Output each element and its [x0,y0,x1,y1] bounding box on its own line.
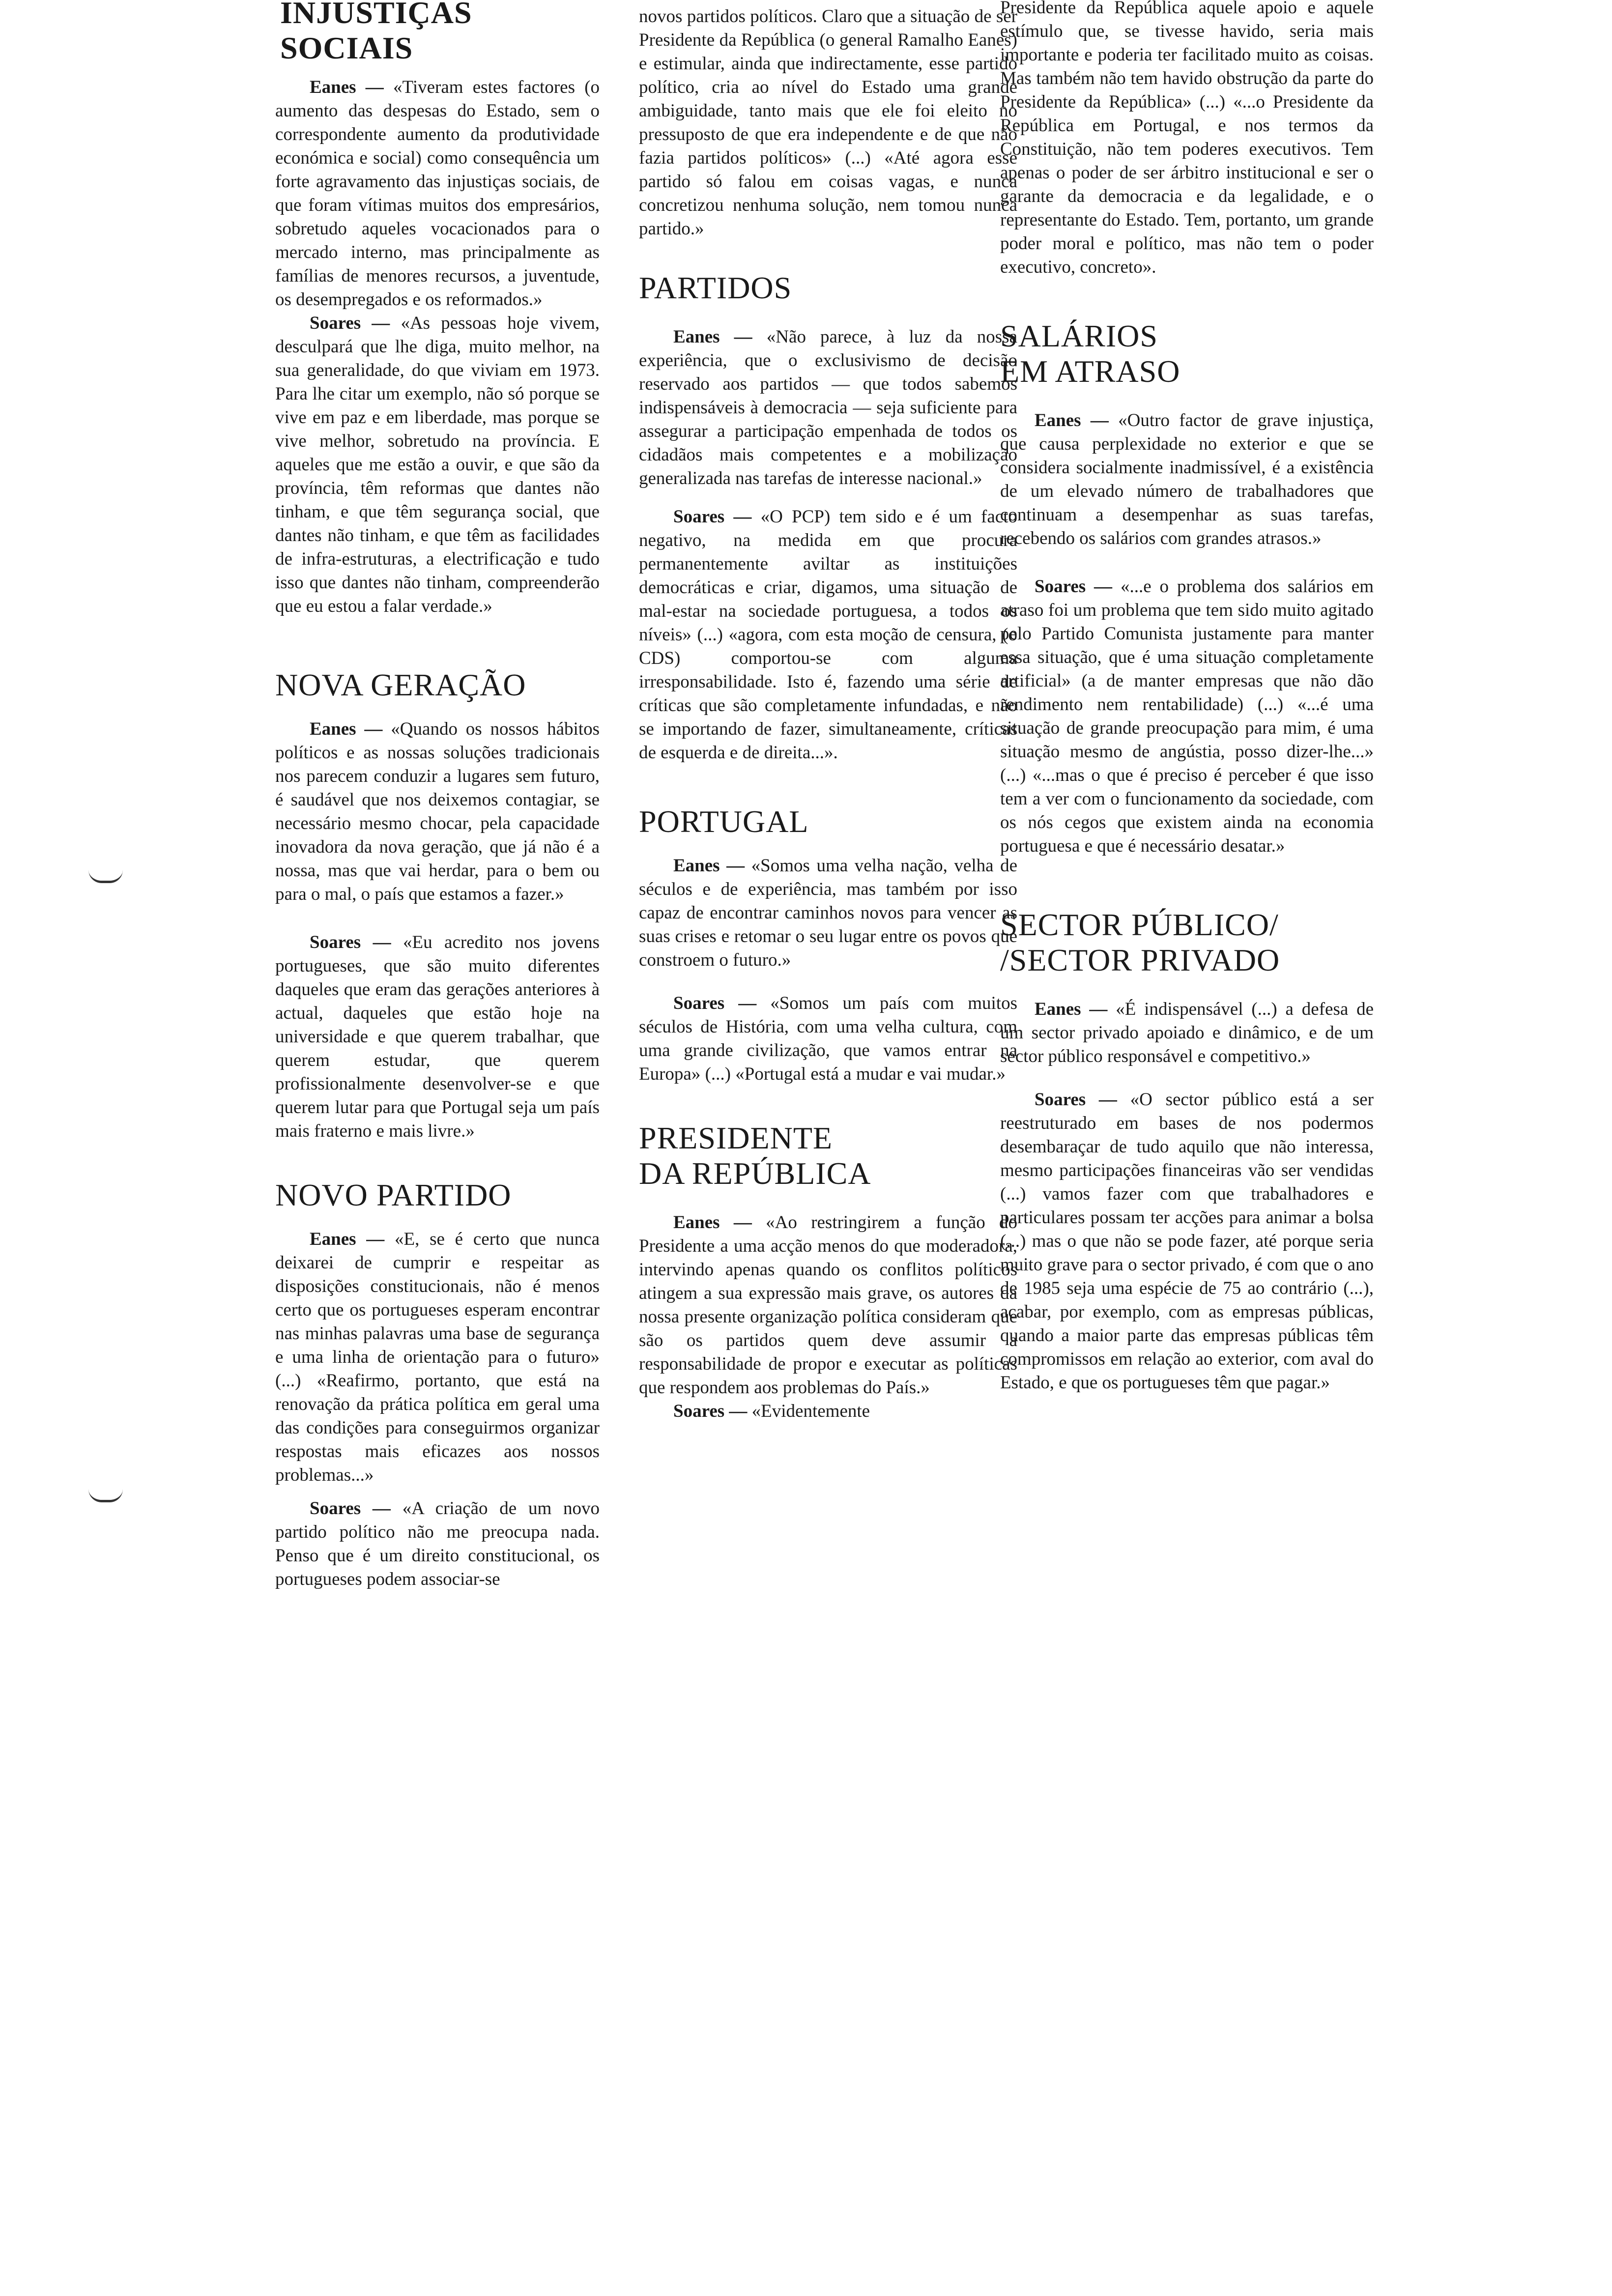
paragraph-eanes [275,718,600,906]
column-1 [275,0,600,1591]
paragraph-text: «É indispensável (...) a defesa de um sector privado apoiado e dinâmico, e de um sector público responsável e competitivo.» [1000,999,1374,1066]
paragraph-soares [275,1497,600,1591]
paragraph-eanes [639,1211,1017,1400]
speaker-label: Eanes — [1035,999,1116,1019]
heading-partidos: PARTIDOS [639,270,792,305]
speaker-label: Eanes — [673,856,751,876]
column-3 [1000,0,1374,1395]
speaker-label: Eanes — [673,327,767,347]
paragraph-eanes [639,854,1017,972]
paragraph-text: «Quando os nossos hábitos políticos e as nossas soluções tradicionais nos parecem conduzir a lugares sem futuro, é saudável que nos deixemos contagiar, se necessário mesmo chocar, pela capacidade inovadora da nova geração, que já não é a nossa, mas que vai herdar, para o bem ou para o mal, o país que estamos a fazer.» [275,719,600,904]
speaker-label: Eanes — [673,1212,766,1233]
paragraph-eanes [1000,998,1374,1068]
heading-sector-publico-privado: SECTOR PÚBLICO/ /SECTOR PRIVADO [1000,907,1280,977]
speaker-label: Eanes — [310,77,394,97]
paragraph-continued: novos partidos políticos. Claro que a situação de ser Presidente da República (o general Ramalho Eanes) e estimular, ainda que indirectamente, esse partido político, cria ao nível do Estado uma grande ambiguidade, tanto mais que ele foi eleito no pressuposto de que era independente e de que não fazia partidos políticos» (...) «Até agora esse partido só falou em coisas vagas, e nunca concretizou nenhuma solução, nem tomou nunca partido.» [639,6,1017,239]
speaker-label: Soares — [1035,576,1121,597]
heading-salarios-em-atraso: SALÁRIOS EM ATRASO [1000,318,1180,389]
paragraph-soares [275,931,600,1143]
speaker-label: Eanes — [1035,410,1119,430]
paragraph-eanes [1000,409,1374,550]
heading-nova-geracao: NOVA GERAÇÃO [275,667,526,702]
paragraph-text: «Evidentemente [751,1401,870,1421]
paragraph-text: «Outro factor de grave injustiça, que causa perplexidade no exterior e que se considera socialmente inadmissível, é a existência de um elevado número de trabalhadores que continuam a desempenhar as suas tarefas, recebendo os salários com grandes atrasos.» [1000,410,1374,548]
heading-injusticas-sociais: INJUSTIÇAS SOCIAIS [280,0,472,65]
paragraph-text: «As pessoas hoje vivem, desculpará que lhe diga, muito melhor, na sua generalidade, do que viviam em 1973. Para lhe citar um exemplo, não só porque se vive em paz e em liberdade, mas porque se vive melhor, sobretudo na província. E aqueles que me estão a ouvir, e que são da província, têm reformas que dantes não tinham, e que têm segurança social, que dantes não tinham, e que têm as facilidades de infra-estruturas, a electrificação e tudo isso que dantes não tinham, compreenderão que eu estou a falar verdade.» [275,313,600,616]
margin-mark [88,870,123,883]
speaker-label: Soares — [310,1498,403,1519]
paragraph-text: «Ao restringirem a função do Presidente a uma acção menos do que moderadora, intervindo apenas quando os conflitos políticos atingem a sua expressão mais grave, os autores da nossa presente organização política consideram que são os partidos quem deve assumir a responsabilidade de propor e executar as políticas que respondem aos problemas do País.» [639,1212,1017,1398]
paragraph-soares [275,312,600,618]
paragraph-soares [1000,575,1374,858]
paragraph-text: «O sector público está a ser reestruturado em bases de nos podermos desembaraçar de tudo aquilo que não interessa, mesmo participações financeiras vão ser vendidas (...) vamos fazer com que trabalhadores e particulares possam ter acções para animar a bolsa (...) mas o que não se pode fazer, até porque seria muito grave para o sector privado, é com que o ano de 1985 seja uma espécie de 75 ao contrário (...), acabar, por exemplo, com as empresas públicas, quando a maior parte das empresas públicas têm compromissos em relação ao exterior, com aval do Estado, e que os portugueses têm que pagar.» [1000,1090,1374,1393]
paragraph-continued: Presidente da República aquele apoio e aquele estímulo que, se tivesse havido, seria mais importante e poderia ter facilitado muito as coisas. Mas também não tem havido obstrução da parte do Presidente da República» (...) «...o Presidente da República em Portugal, e nos termos da Constituição, não tem poderes executivos. Tem apenas o poder de ser árbitro institucional e ser o garante da democracia e da legalidade, e o representante do Estado. Tem, portanto, um grande poder moral e político, mas não tem o poder executivo, concreto». [1000,0,1374,277]
paragraph-soares [639,1400,1017,1423]
heading-novo-partido: NOVO PARTIDO [275,1177,512,1212]
paragraph-text: «Somos um país com muitos séculos de História, com uma velha cultura, com uma grande civilização, que vamos entrar na Europa» (...) «Portugal está a mudar e vai mudar.» [639,993,1018,1084]
speaker-label: Soares — [673,507,761,527]
paragraph-text: «E, se é certo que nunca deixarei de cumprir e respeitar as disposições constitucionais, não é menos certo que os portugueses esperam encontrar nas minhas palavras uma base de segurança e uma linha de orientação para o futuro» (...) «Reafirmo, portanto, que está na renovação da prática política em geral uma das condições para conseguirmos organizar respostas mais eficazes aos nossos problemas...» [275,1229,600,1485]
paragraph-soares [639,505,1017,765]
paragraph-text: «...e o problema dos salários em atraso foi um problema que tem sido muito agitado pelo Partido Comunista justamente para manter essa situação, que é uma situação completamente artificial» (a de manter empresas que não dão rendimento nem rentabilidade) (...) «...é uma situação de grande preocupação para mim, é uma situação mesmo de angústia, posso dizer-lhe...» (...) «...mas o que é preciso é perceber é que isso tem a ver com o funcionamento da sociedade, com os nós cegos que existem ainda na economia portuguesa e que é necessário desatar.» [1000,576,1374,856]
speaker-label: Soares — [1035,1090,1130,1110]
speaker-label: Soares — [310,313,401,333]
paragraph-eanes [639,325,1017,490]
paragraph-soares [1000,1088,1374,1395]
margin-mark [88,1489,123,1502]
column-2 [639,0,1017,1423]
speaker-label: Soares — [673,993,771,1013]
speaker-label: Soares — [310,932,403,952]
paragraph-text: «Tiveram estes factores (o aumento das despesas do Estado, sem o correspondente aumento da produtividade económica e social) como consequência um forte agravamento das injustiças sociais, de que foram vítimas muitos dos empresários, sobretudo aqueles vocacionados para o mercado interno, mas principalmente as famílias de menores recursos, a juventude, os desempregados e os reformados.» [275,77,600,310]
speaker-label: Eanes — [310,719,391,739]
paragraph-eanes [275,76,600,312]
paragraph-text: «Somos uma velha nação, velha de séculos e de experiência, mas também por isso capaz de encontrar caminhos novos para vencer as suas crises e retomar o seu lugar entre os povos que constroem o futuro.» [639,856,1017,970]
speaker-label: Soares — [673,1401,752,1421]
paragraph-soares [639,992,1017,1086]
heading-presidente-da-republica: PRESIDENTE DA REPÚBLICA [639,1120,871,1191]
paragraph-text: «A criação de um novo partido político não me preocupa nada. Penso que é um direito constitucional, os portugueses podem associar-se [275,1498,600,1589]
paragraph-text: «Eu acredito nos jovens portugueses, que são muito diferentes daqueles que eram das gerações anteriores à actual, daqueles que estão hoje na universidade e que querem trabalhar, que querem estudar, que querem profissionalmente desenvolver-se e que querem lutar para que Portugal seja um país mais fraterno e mais livre.» [275,932,600,1141]
paragraph-eanes [275,1228,600,1487]
speaker-label: Eanes — [310,1229,395,1249]
paragraph-text: «Não parece, à luz da nossa experiência, que o exclusivismo de decisão reservado aos partidos — que todos sabemos indispensáveis à democracia — seja suficiente para assegurar a participação empenhada de todos os cidadãos mais competentes e a mobilização generalizada nas tarefas de interesse nacional.» [639,327,1018,488]
heading-portugal: PORTUGAL [639,804,809,839]
paragraph-text: «O PCP) tem sido e é um facto negativo, na medida em que procura permanentemente aviltar as instituições democráticas e criar, digamos, uma situação de mal-estar na sociedade portuguesa, a todos os níveis» (...) «agora, com esta moção de censura, (o CDS) comportou-se com alguma irresponsabilidade. Isto é, fazendo uma série de críticas que são completamente infundadas, e não se importando de fazer, simultaneamente, críticas de esquerda e de direita...». [639,507,1018,763]
